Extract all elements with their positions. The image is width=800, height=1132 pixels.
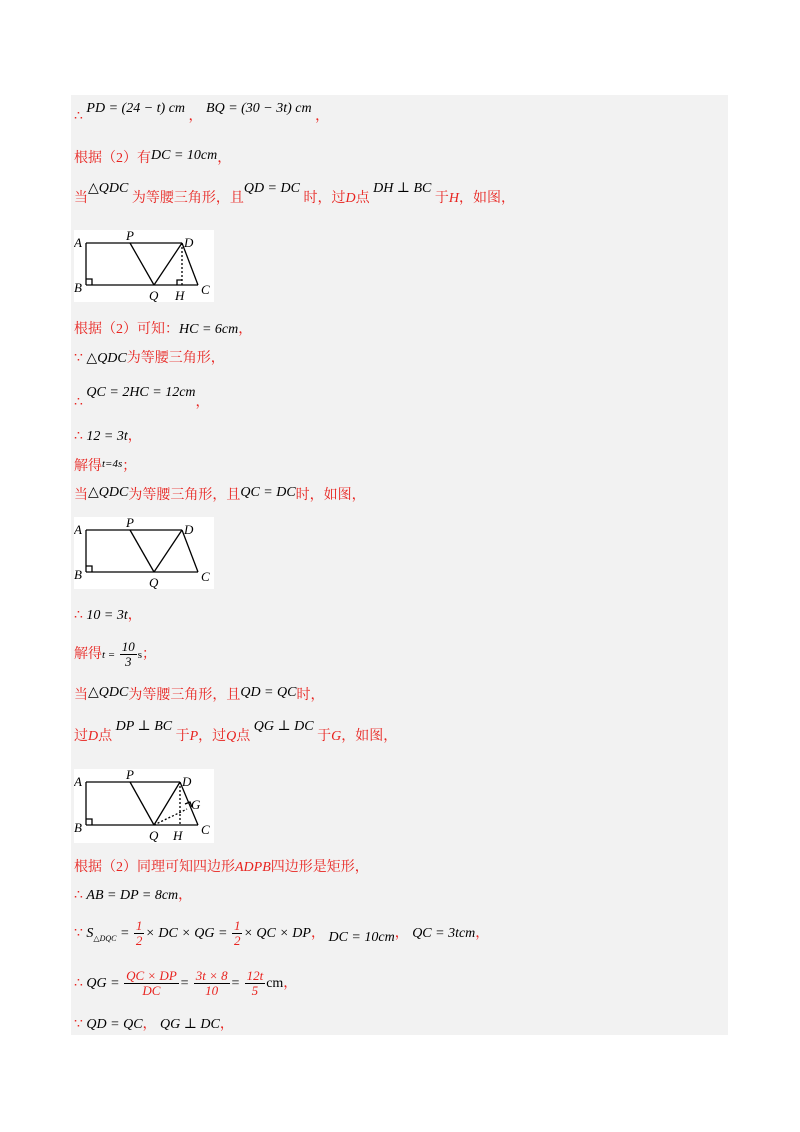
equals: = (179, 976, 190, 991)
numerator: 1 (233, 918, 241, 934)
unit: s (137, 649, 143, 661)
expr-t: t = (102, 649, 116, 661)
point-d: D (88, 729, 99, 744)
label-d: D (182, 774, 192, 789)
label-q: Q (149, 288, 159, 302)
therefore-symbol: ∴ (74, 888, 83, 903)
expr-qd-qc: QD = QC (240, 685, 297, 700)
line-qc-12 (74, 384, 210, 410)
line-case1 (74, 181, 515, 208)
label-c: C (201, 282, 210, 297)
therefore-symbol: ∴ (74, 395, 83, 410)
expr-qg-perp-dc: QG ⊥ DC (160, 1017, 220, 1032)
sep: ， (188, 109, 203, 124)
fraction-12t-5 (245, 969, 266, 998)
expr-qc-dc: QC = DC (240, 485, 296, 500)
text: 四边形是矩形， (270, 860, 369, 875)
area-s: S (86, 926, 94, 941)
because-symbol: ∵ (74, 351, 83, 366)
text: 时，如图， (295, 488, 366, 503)
expr-qd-dc: QD = DC (243, 181, 300, 196)
line-12-3t (74, 428, 142, 446)
expr-area (86, 926, 129, 941)
text: 当 (74, 688, 88, 703)
text: ， (310, 926, 325, 941)
line-solve-t10-3 (74, 640, 156, 670)
text: 为等腰三角形，且 (128, 688, 241, 703)
end: ， (315, 109, 330, 124)
text: 根据（2）有 (74, 151, 151, 166)
text: 当 (74, 191, 88, 206)
fraction-qc-dp-dc (124, 969, 179, 998)
therefore-symbol: ∴ (74, 109, 83, 124)
fraction-half-1 (134, 919, 145, 948)
line-solve-t4 (74, 458, 136, 476)
expr-hc: HC = 6cm (179, 322, 239, 337)
text: ， (127, 608, 142, 623)
label-h: H (173, 828, 183, 843)
expr-dc: DC = 10cm (328, 930, 395, 945)
numerator: 12t (246, 968, 264, 984)
text: ， (475, 926, 490, 941)
denominator: 10 (205, 983, 219, 999)
text: 于 (317, 729, 332, 744)
text: ； (142, 647, 157, 662)
label-q: Q (149, 828, 159, 843)
line-case2 (74, 487, 366, 505)
text: 为等腰三角形， (126, 351, 225, 366)
line-case3 (74, 687, 324, 705)
expr-qg: QG = (86, 976, 120, 991)
line-because-isosceles (74, 350, 225, 368)
expr-ab-dp: AB = DP = 8cm (86, 888, 179, 903)
expr-dh-perp-bc: DH ⊥ BC (373, 181, 432, 196)
expr-12-3t: 12 = 3t (86, 429, 128, 444)
text: 于 (434, 191, 449, 206)
label-a: A (74, 235, 82, 250)
line-area (74, 918, 489, 955)
text: 根据（2）可知： (74, 322, 179, 337)
expr-triangle-qdc: △QDC (88, 485, 129, 500)
trapezoid-diagram-2 (74, 517, 214, 589)
denominator: 5 (251, 983, 259, 999)
expr-qc: QC = 2HC = 12cm (86, 385, 196, 400)
text: ，如图， (341, 729, 398, 744)
line-dc (74, 150, 231, 168)
expr-qc-3t: QC = 3tcm (412, 926, 476, 941)
expr-triangle-qdc: △QDC (88, 685, 129, 700)
text: ，过 (198, 729, 227, 744)
line-pd-bq (74, 100, 330, 124)
denominator: 2 (233, 933, 241, 949)
therefore-symbol: ∴ (74, 976, 83, 991)
expr-dc: DC = 10cm (151, 148, 218, 163)
expr-t4: t=4s (102, 458, 123, 470)
area-subscript: △DQC (93, 933, 117, 943)
line-because-qd-qc (74, 1016, 234, 1034)
text: ， (195, 395, 210, 410)
unit: cm (266, 976, 284, 991)
text: 点 (98, 729, 113, 744)
text: 为等腰三角形，且 (131, 191, 244, 206)
figure-2 (74, 517, 214, 589)
label-p: P (126, 517, 134, 530)
numerator: 10 (121, 639, 135, 655)
label-b: B (74, 280, 82, 295)
text: 点 (236, 729, 251, 744)
label-p: P (126, 230, 134, 243)
text: 解得 (74, 647, 102, 662)
expr-qd-qc: QD = QC (86, 1017, 143, 1032)
line-hc (74, 321, 252, 339)
text: ； (122, 459, 137, 474)
text: 过 (74, 729, 88, 744)
numerator: 3t × 8 (195, 968, 228, 984)
line-ab-dp (74, 887, 192, 905)
label-a: A (74, 522, 82, 537)
expr-triangle-qdc: △QDC (86, 351, 127, 366)
therefore-symbol: ∴ (74, 429, 83, 444)
text: ， (238, 322, 253, 337)
trapezoid-diagram-3 (74, 769, 214, 843)
line-rectangle (74, 859, 369, 877)
expr-part2: × QC × DP (243, 926, 311, 941)
point-h: H (448, 191, 459, 206)
expr-10-3t: 10 = 3t (86, 608, 128, 623)
text: ， (394, 926, 409, 941)
expr-adpb: ADPB (235, 860, 271, 875)
label-g: G (191, 797, 201, 812)
fraction-3t8-10 (194, 969, 230, 998)
text: ， (219, 1017, 234, 1032)
label-a: A (74, 774, 82, 789)
denominator: DC (142, 983, 161, 999)
line-10-3t (74, 607, 142, 625)
fraction-10-3 (120, 640, 137, 669)
text: 为等腰三角形，且 (128, 488, 241, 503)
text: 于 (175, 729, 190, 744)
text: 点 (355, 191, 370, 206)
point-d: D (345, 191, 356, 206)
label-h: H (175, 288, 185, 302)
denominator: 2 (135, 933, 143, 949)
equals: = (119, 926, 130, 941)
end: ， (217, 151, 232, 166)
text: ， (178, 888, 193, 903)
text: ， (283, 976, 298, 991)
expr-part1: × DC × QG = (145, 926, 228, 941)
text: 解得 (74, 459, 102, 474)
label-b: B (74, 567, 82, 582)
label-d: D (184, 235, 194, 250)
point-q: Q (226, 729, 237, 744)
fraction-half-2 (232, 919, 243, 948)
line-perpendiculars (74, 719, 398, 746)
label-c: C (201, 822, 210, 837)
numerator: QC × DP (126, 968, 177, 984)
figure-3 (74, 769, 214, 843)
figure-1 (74, 230, 214, 302)
because-symbol: ∵ (74, 926, 83, 941)
expr-dp-perp-bc: DP ⊥ BC (115, 719, 173, 734)
text: 根据（2）同理可知四边形 (74, 860, 235, 875)
therefore-symbol: ∴ (74, 608, 83, 623)
trapezoid-diagram-1 (74, 230, 214, 302)
text: 当 (74, 488, 88, 503)
expr-pd: PD = (24 − t) cm (86, 101, 186, 116)
text: ， (127, 429, 142, 444)
label-b: B (74, 820, 82, 835)
numerator: 1 (135, 918, 143, 934)
label-p: P (126, 769, 134, 782)
equals: = (230, 976, 241, 991)
denominator: 3 (124, 654, 132, 670)
point-p: P (189, 729, 199, 744)
text: ，如图， (458, 191, 515, 206)
line-qg (74, 966, 297, 1002)
expr-triangle-qdc: △QDC (88, 181, 129, 196)
text: 时， (296, 688, 325, 703)
label-q: Q (149, 575, 159, 589)
expr-qg-perp-dc: QG ⊥ DC (253, 719, 314, 734)
label-c: C (201, 569, 210, 584)
text: 时，过 (303, 191, 346, 206)
text: ， (142, 1017, 157, 1032)
because-symbol: ∵ (74, 1017, 83, 1032)
label-d: D (184, 522, 194, 537)
expr-bq: BQ = (30 − 3t) cm (206, 101, 312, 116)
point-g: G (331, 729, 342, 744)
